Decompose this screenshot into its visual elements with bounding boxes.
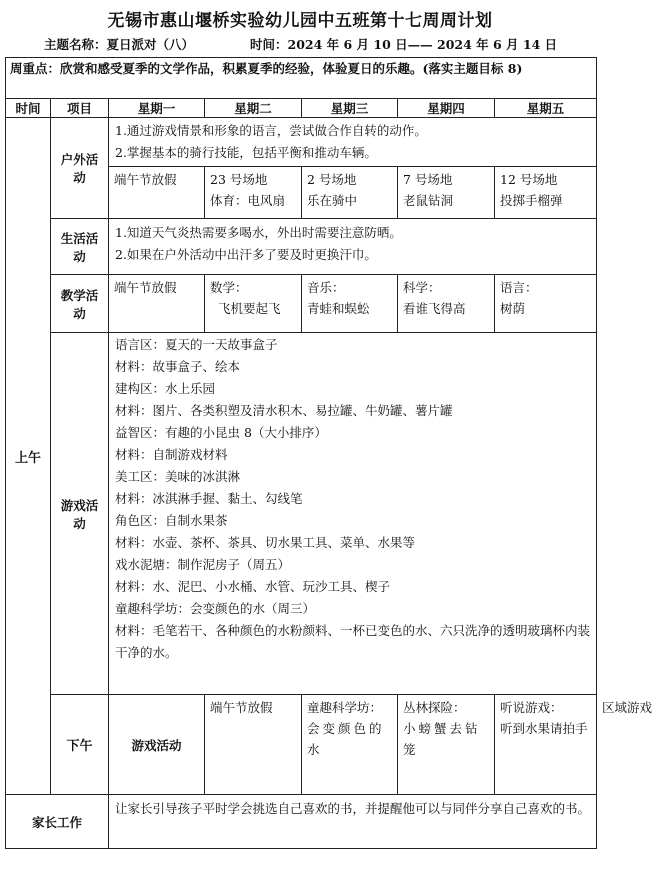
week-focus: 周重点：欣赏和感受夏季的文学作品，积累夏季的经验，体验夏日的乐趣。(落实主题目标 8): [6, 58, 597, 99]
outdoor-goals: [109, 118, 597, 167]
afternoon-wednesday: 丛林探险： 小螃蟹去钻笼: [398, 695, 495, 795]
header-time: 时间: [6, 99, 51, 118]
living-line-2: 2.如果在户外活动中出汗多了要及时更换汗巾。: [115, 247, 377, 262]
header-tuesday: 星期二: [205, 99, 302, 118]
afternoon-thursday: 听说游戏： 听到水果请拍手: [495, 695, 597, 795]
game-line: 角色区：自制水果茶: [115, 513, 228, 528]
game-line: 童趣科学坊：会变颜色的水（周三）: [115, 601, 316, 616]
game-line: 益智区：有趣的小昆虫 8（大小排序）: [115, 425, 327, 440]
living-line-1: 1.知道天气炎热需要多喝水，外出时需要注意防晒。: [115, 225, 402, 240]
afternoon-monday: 端午节放假: [205, 695, 302, 795]
weekly-plan-table: 周重点：欣赏和感受夏季的文学作品，积累夏季的经验，体验夏日的乐趣。(落实主题目标 8) 时间 项目 星期一 星期二 星期三 星期四 星期五 上午 户外活动 1.通过游戏情景和形象的语言，尝试做合作自转的动作。 2.掌握基本的骑行技能，包括平衡和推动车辆。 端午节放假 23 号场地 体育：电风扇 2 号场地 乐在骑中 7 号场地 老鼠钻洞 12 号场地 投掷手榴弹 生活活动 1.知道天气炎热需要多喝水，外出时需要注意防晒。 2.如果在户外活动中出汗多了要及时更换汗巾。 教学活动 端午节放假 数学： 飞机要起飞 音乐： 青蛙和蜈蚣 科学： 看谁飞得高 语言： 树荫 游戏活动 语言区：夏天的一天故事盒子 材料：故事盒子、绘本 建构区：水上乐园 材料：图片、各类积塑及清水积木、易拉罐、牛奶罐、薯片罐 益智区：有趣的小昆虫 8（大小排序） 材料：自制游戏材料 美工区：美味的冰淇淋 材料：冰淇淋手握、黏土、勾线笔 角色区：自制水果茶 材料：水壶、茶杯、茶具、切水果工具、菜单、水果等 戏水泥塘：制作泥房子（周五） 材料：水、泥巴、小水桶、水管、玩沙工具、楔子 童趣科学坊：会变颜色的水（周三） 材料：毛笔若干、各种颜色的水粉颜料、一杯已变色的水、六只洗净的透明玻璃杯内装干净的水。 下午 游戏活动 端午节放假 童趣科学坊： 会变颜色的水 丛林探险： 小螃蟹去钻笼 听说游戏： 听到水果请拍手 区域游戏 家长工作 让家长引导孩子平时学会挑选自己喜欢的书，并提醒他可以与同伴分享自己喜欢的书。: [5, 57, 597, 849]
header-monday: 星期一: [109, 99, 205, 118]
game-line: 材料：故事盒子、绘本: [115, 359, 241, 374]
game-line: 美工区：美味的冰淇淋: [115, 469, 241, 484]
header-item: 项目: [51, 99, 109, 118]
parents-content: 让家长引导孩子平时学会挑选自己喜欢的书，并提醒他可以与同伴分享自己喜欢的书。: [109, 795, 597, 849]
game-label: 游戏活动: [51, 333, 109, 695]
teaching-wednesday: 音乐： 青蛙和蜈蚣: [302, 275, 398, 333]
teaching-friday: 语言： 树荫: [495, 275, 597, 333]
outdoor-friday: 12 号场地 投掷手榴弹: [495, 167, 597, 219]
game-line: 戏水泥塘：制作泥房子（周五）: [115, 557, 291, 572]
afternoon-label: 下午: [51, 695, 109, 795]
afternoon-tuesday: 童趣科学坊： 会变颜色的水: [302, 695, 398, 795]
outdoor-monday: 端午节放假: [109, 167, 205, 219]
game-line: 材料：图片、各类积塑及清水积木、易拉罐、牛奶罐、薯片罐: [115, 403, 453, 418]
living-label: 生活活动: [51, 219, 109, 275]
date-range: 时间：2024 年 6 月 10 日—— 2024 年 6 月 14 日: [250, 37, 558, 52]
game-content: [109, 333, 597, 695]
parents-label: 家长工作: [6, 795, 109, 849]
outdoor-thursday: 7 号场地 老鼠钻洞: [398, 167, 495, 219]
game-line: 材料：水、泥巴、小水桶、水管、玩沙工具、楔子: [115, 579, 391, 594]
teaching-monday: 端午节放假: [109, 275, 205, 333]
header-thursday: 星期四: [398, 99, 495, 118]
game-line: 材料：水壶、茶杯、茶具、切水果工具、菜单、水果等: [115, 535, 416, 550]
afternoon-game-label: 游戏活动: [109, 695, 205, 795]
teaching-tuesday: 数学： 飞机要起飞: [205, 275, 302, 333]
page-title: 无锡市惠山堰桥实验幼儿园中五班第十七周周计划: [107, 11, 493, 31]
outdoor-label: 户外活动: [51, 118, 109, 219]
header-row: [6, 99, 597, 118]
morning-label: 上午: [6, 118, 51, 795]
game-line: 语言区：夏天的一天故事盒子: [115, 337, 278, 352]
game-line: 材料：冰淇淋手握、黏土、勾线笔: [115, 491, 303, 506]
outdoor-goal-2: 2.掌握基本的骑行技能，包括平衡和推动车辆。: [115, 145, 377, 160]
outdoor-tuesday: 23 号场地 体育：电风扇: [205, 167, 302, 219]
outdoor-wednesday: 2 号场地 乐在骑中: [302, 167, 398, 219]
game-line: 材料：自制游戏材料: [115, 447, 228, 462]
header-friday: 星期五: [495, 99, 597, 118]
outdoor-goal-1: 1.通过游戏情景和形象的语言，尝试做合作自转的动作。: [115, 123, 427, 138]
game-line: 材料：毛笔若干、各种颜色的水粉颜料、一杯已变色的水、六只洗净的透明玻璃杯内装干净的水。: [115, 623, 591, 660]
teaching-thursday: 科学： 看谁飞得高: [398, 275, 495, 333]
theme-name: 主题名称：夏日派对（八）: [44, 37, 195, 52]
header-wednesday: 星期三: [302, 99, 398, 118]
game-line: 建构区：水上乐园: [115, 381, 216, 396]
living-content: [109, 219, 597, 275]
teaching-label: 教学活动: [51, 275, 109, 333]
